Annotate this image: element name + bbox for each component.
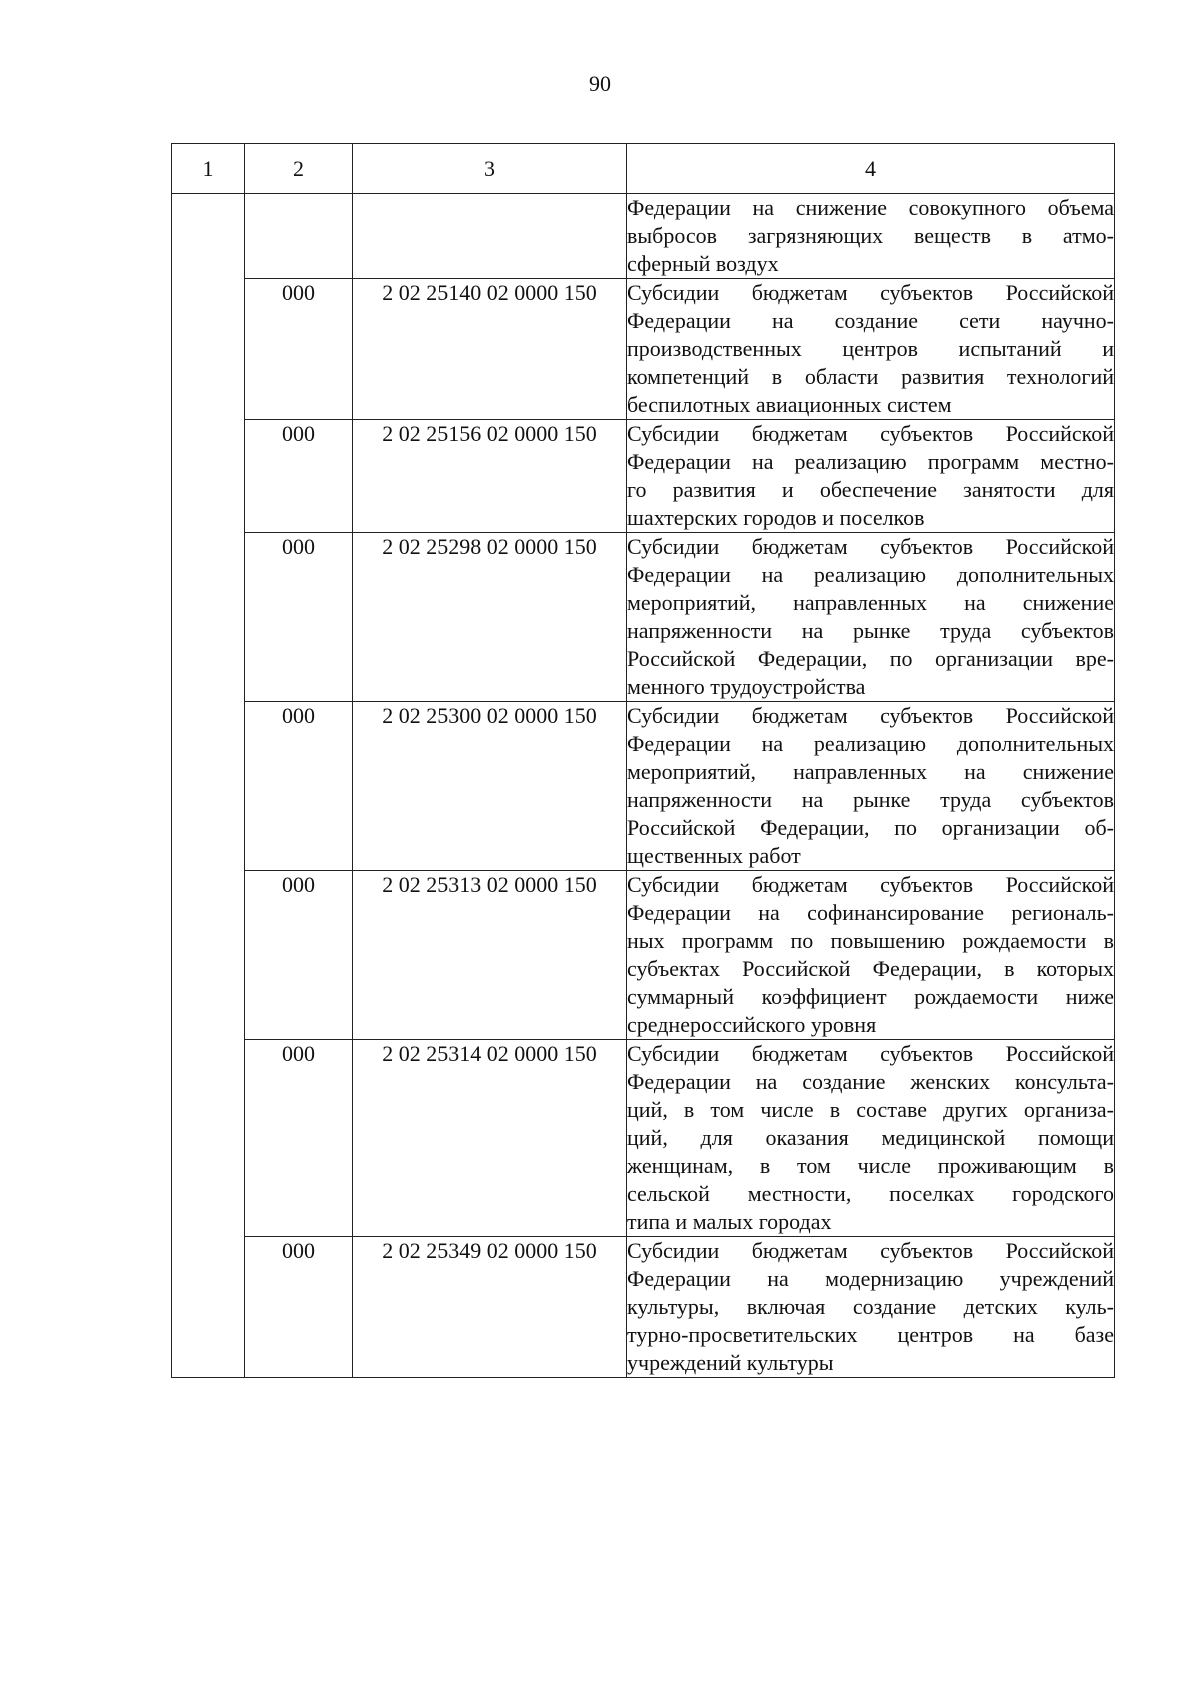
description-cell: [627, 1237, 1115, 1378]
description-cell: [627, 194, 1115, 279]
description-line: ций, в том числе в составе других организа-: [627, 1097, 1114, 1122]
description-cell: [627, 702, 1115, 871]
description-line: напряженности на рынке труда субъектов: [627, 618, 1114, 643]
description-line: Федерации на реализацию дополнительных: [627, 562, 1114, 587]
description-line: Федерации на снижение совокупного объема: [627, 195, 1114, 220]
admin-code-cell: 000: [245, 533, 353, 702]
description-cell: [627, 533, 1115, 702]
budget-code-cell: 2 02 25314 02 0000 150: [353, 1040, 627, 1237]
empty-first-column-cell: [172, 194, 245, 1378]
budget-codes-table: [171, 143, 1115, 1378]
admin-code-cell: 000: [245, 871, 353, 1040]
description-line: Субсидии бюджетам субъектов Российской: [627, 280, 1114, 305]
budget-code-cell: 2 02 25156 02 0000 150: [353, 420, 627, 533]
admin-code-cell: 000: [245, 279, 353, 420]
description-line: напряженности на рынке труда субъектов: [627, 787, 1114, 812]
description-cell: [627, 420, 1115, 533]
budget-code-cell: 2 02 25349 02 0000 150: [353, 1237, 627, 1378]
table-row: [172, 279, 1115, 420]
description-line: Федерации на реализацию дополнительных: [627, 731, 1114, 756]
description-line: Российской Федерации, по организации вре-: [627, 646, 1114, 671]
admin-code-cell: 000: [245, 420, 353, 533]
description-line: беспилотных авиационных систем: [627, 392, 952, 417]
description-line: женщинам, в том числе проживающим в: [627, 1153, 1114, 1178]
table-row: [172, 871, 1115, 1040]
description-line: субъектах Российской Федерации, в которых: [627, 956, 1114, 981]
header-col-3: 3: [353, 144, 627, 194]
description-line: Субсидии бюджетам субъектов Российской: [627, 1041, 1114, 1066]
header-row: [172, 144, 1115, 194]
description-line: шахтерских городов и поселков: [627, 505, 925, 530]
description-line: Федерации на софинансирование региональ-: [627, 900, 1114, 925]
description-line: го развития и обеспечение занятости для: [627, 477, 1114, 502]
description-line: выбросов загрязняющих веществ в атмо-: [627, 223, 1114, 248]
description-line: Субсидии бюджетам субъектов Российской: [627, 421, 1114, 446]
description-line: Субсидии бюджетам субъектов Российской: [627, 1238, 1114, 1263]
table-row: [172, 1237, 1115, 1378]
description-line: Субсидии бюджетам субъектов Российской: [627, 872, 1114, 897]
description-line: культуры, включая создание детских куль-: [627, 1294, 1114, 1319]
description-line: Федерации на создание сети научно-: [627, 308, 1114, 333]
description-line: Федерации на модернизацию учреждений: [627, 1266, 1114, 1291]
header-col-4: 4: [627, 144, 1115, 194]
page-number: 90: [589, 71, 611, 96]
admin-code-cell: 000: [245, 1040, 353, 1237]
admin-code-cell: 000: [245, 1237, 353, 1378]
description-line: Федерации на реализацию программ местно-: [627, 449, 1114, 474]
description-line: учреждений культуры: [627, 1350, 834, 1375]
description-line: типа и малых городах: [627, 1209, 832, 1234]
table-row: [172, 533, 1115, 702]
description-line: ций, для оказания медицинской помощи: [627, 1125, 1114, 1150]
table-body: [172, 144, 1115, 1378]
admin-code-cell: 000: [245, 702, 353, 871]
budget-code-cell: 2 02 25313 02 0000 150: [353, 871, 627, 1040]
description-line: щественных работ: [627, 843, 801, 868]
budget-code-cell: 2 02 25140 02 0000 150: [353, 279, 627, 420]
table-row: [172, 420, 1115, 533]
description-line: среднероссийского уровня: [627, 1012, 877, 1037]
table-row: [172, 702, 1115, 871]
description-line: компетенций в области развития технологий: [627, 364, 1114, 389]
description-line: мероприятий, направленных на снижение: [627, 590, 1114, 615]
description-line: производственных центров испытаний и: [627, 336, 1114, 361]
description-line: Субсидии бюджетам субъектов Российской: [627, 534, 1114, 559]
description-cell: [627, 1040, 1115, 1237]
budget-code-cell: 2 02 25298 02 0000 150: [353, 533, 627, 702]
description-cell: [627, 279, 1115, 420]
description-line: Российской Федерации, по организации об-: [627, 815, 1114, 840]
description-line: мероприятий, направленных на снижение: [627, 759, 1114, 784]
empty-type-cell: [245, 194, 353, 279]
header-col-1: 1: [172, 144, 245, 194]
description-line: Федерации на создание женских консульта-: [627, 1069, 1114, 1094]
continuation-row: [172, 194, 1115, 279]
empty-code-cell: [353, 194, 627, 279]
description-cell: [627, 871, 1115, 1040]
budget-code-cell: 2 02 25300 02 0000 150: [353, 702, 627, 871]
description-line: Субсидии бюджетам субъектов Российской: [627, 703, 1114, 728]
description-line: суммарный коэффициент рождаемости ниже: [627, 984, 1114, 1009]
header-col-2: 2: [245, 144, 353, 194]
description-line: менного трудоустройства: [627, 674, 866, 699]
table-row: [172, 1040, 1115, 1237]
description-line: сферный воздух: [627, 251, 779, 276]
description-line: ных программ по повышению рождаемости в: [627, 928, 1114, 953]
description-line: турно-просветительских центров на базе: [627, 1322, 1114, 1347]
description-line: сельской местности, поселках городского: [627, 1181, 1114, 1206]
